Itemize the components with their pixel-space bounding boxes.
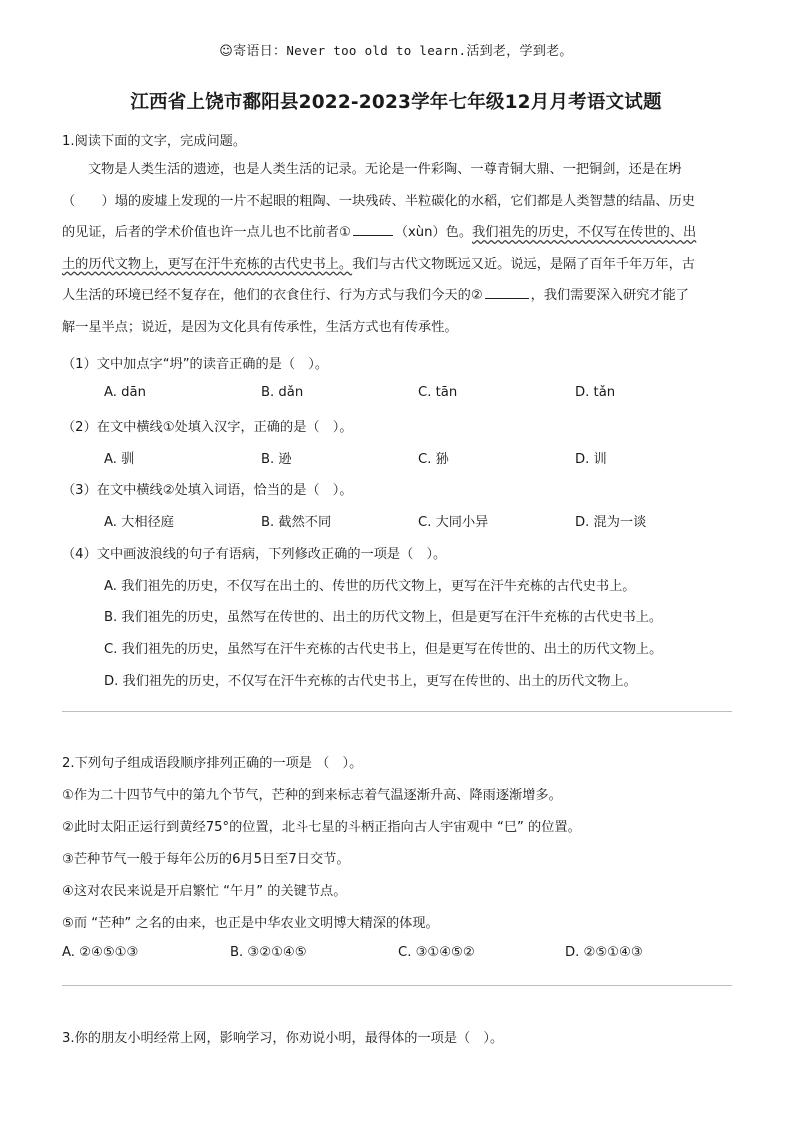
option-b[interactable]: B. ③②①④⑤ xyxy=(230,945,307,960)
option-b[interactable]: B. 截然不同 xyxy=(261,515,332,530)
q2-sentence-1: ①作为二十四节气中的第九个节气，芒种的到来标志着气温逐渐升高、降雨逐渐增多。 xyxy=(62,788,562,803)
passage-line-6: 解一星半点；说近，是因为文化具有传承性，生活方式也有传承性。 xyxy=(62,319,458,335)
q1-sub4-option-a[interactable]: A. 我们祖先的历史，不仅写在出土的、传世的历代文物上，更写在汗牛充栋的古代史书上。 xyxy=(104,579,636,594)
option-a[interactable]: A. ②④⑤①③ xyxy=(62,945,139,960)
blank-marker-2: ② xyxy=(470,288,483,303)
option-c[interactable]: C. 狲 xyxy=(418,452,449,467)
passage-line-2: （ ）塌的废墟上发现的一片不起眼的粗陶、一块残砖、半粒碳化的水稻，它们都是人类智慧的结晶、历史 xyxy=(62,193,695,209)
passage-line-3: 的见证，后者的学术价值也许一点儿也不比前者① （xùn）色。我们祖先的历史，不仅写在传世的、出 xyxy=(62,225,697,240)
page-title: 江西省上饶市鄱阳县2022-2023学年七年级12月月考语文试题 xyxy=(130,92,662,113)
option-a[interactable]: A. dān xyxy=(104,385,146,400)
q2-sentence-5: ⑤而 “芒种” 之名的由来，也正是中华农业文明博大精深的体现。 xyxy=(62,916,439,931)
q2-sentence-4: ④这对农民来说是开启繁忙 “午月” 的关键节点。 xyxy=(62,884,347,899)
blank-1 xyxy=(353,223,393,236)
q1-sub4: （4）文中画波浪线的句子有语病，下列修改正确的一项是（ ）。 xyxy=(62,547,447,562)
q1-sub4-option-d[interactable]: D. 我们祖先的历史，不仅写在汗牛充栋的古代史书上，更写在传世的、出土的历代文物上。 xyxy=(104,674,637,689)
passage-line-1: 文物是人类生活的遗迹，也是人类生活的记录。无论是一件彩陶、一尊青铜大鼎、一把铜剑，还是在坍 • xyxy=(62,154,734,186)
wavy-sentence-part-1: 我们祖先的历史，不仅写在传世的、出 xyxy=(472,225,697,240)
option-d[interactable]: D. 训 xyxy=(575,452,607,467)
q1-sub1: （1）文中加点字“坍”的读音正确的是（ ）。 xyxy=(62,357,329,372)
q2-sentence-2: ②此时太阳正运行到黄经75°的位置，北斗七星的斗柄正指向古人宇宙观中 “巳” 的位置。 xyxy=(62,820,581,835)
dotted-char: 坍 • xyxy=(668,162,681,177)
passage-line-4: 土的历代文物上，更写在汗牛充栋的古代史书上。我们与古代文物既远又近。说远，是隔了百年千年万年，古 xyxy=(62,256,695,272)
q1-sub4-option-c[interactable]: C. 我们祖先的历史，虽然写在汗牛充栋的古代史书上，但是更写在传世的、出土的历代文物上。 xyxy=(104,642,663,657)
option-c[interactable]: C. tān xyxy=(418,385,458,400)
blank-marker-1: ① xyxy=(338,225,351,240)
q1-sub2: （2）在文中横线①处填入汉字，正确的是（ ）。 xyxy=(62,420,353,435)
option-b[interactable]: B. 逊 xyxy=(261,452,292,467)
option-c[interactable]: C. 大同小异 xyxy=(418,515,489,530)
q2-sentence-3: ③芒种节气一般于每年公历的6月5日至7日交节。 xyxy=(62,852,350,867)
option-a[interactable]: A. 驯 xyxy=(104,452,135,467)
q1-stem: 1.阅读下面的文字，完成问题。 xyxy=(62,134,247,149)
q2-stem: 2.下列句子组成语段顺序排列正确的一项是 （ ）。 xyxy=(62,756,363,771)
blank-2 xyxy=(485,286,529,299)
passage-line-5: 人生活的环境已经不复存在，他们的衣食住行、行为方式与我们今天的② ，我们需要深入研究才能了 xyxy=(62,288,689,303)
q1-sub3: （3）在文中横线②处填入词语，恰当的是（ ）。 xyxy=(62,483,353,498)
option-b[interactable]: B. dǎn xyxy=(261,385,304,400)
q1-sub4-option-b[interactable]: B. 我们祖先的历史，虽然写在传世的、出土的历代文物上，但是更写在汗牛充栋的古代史书上。 xyxy=(104,610,663,625)
divider xyxy=(62,711,732,712)
option-c[interactable]: C. ③①④⑤② xyxy=(398,945,475,960)
option-a[interactable]: A. 大相径庭 xyxy=(104,515,174,530)
motto-chinese: 活到老，学到老。 xyxy=(466,44,573,59)
header-motto xyxy=(0,40,792,59)
motto-prefix: ☺寄语日： xyxy=(219,44,287,59)
option-d[interactable]: D. ②⑤①④③ xyxy=(565,945,643,960)
q1-passage xyxy=(62,154,734,343)
q3-stem: 3.你的朋友小明经常上网，影响学习，你劝说小明，最得体的一项是（ ）。 xyxy=(62,1031,504,1046)
motto-english: Never too old to learn. xyxy=(286,43,467,58)
wavy-sentence-part-2: 土的历代文物上，更写在汗牛充栋的古代史书上。 xyxy=(62,256,353,272)
option-d[interactable]: D. 混为一谈 xyxy=(575,515,647,530)
option-d[interactable]: D. tǎn xyxy=(575,385,616,400)
divider xyxy=(62,985,732,986)
